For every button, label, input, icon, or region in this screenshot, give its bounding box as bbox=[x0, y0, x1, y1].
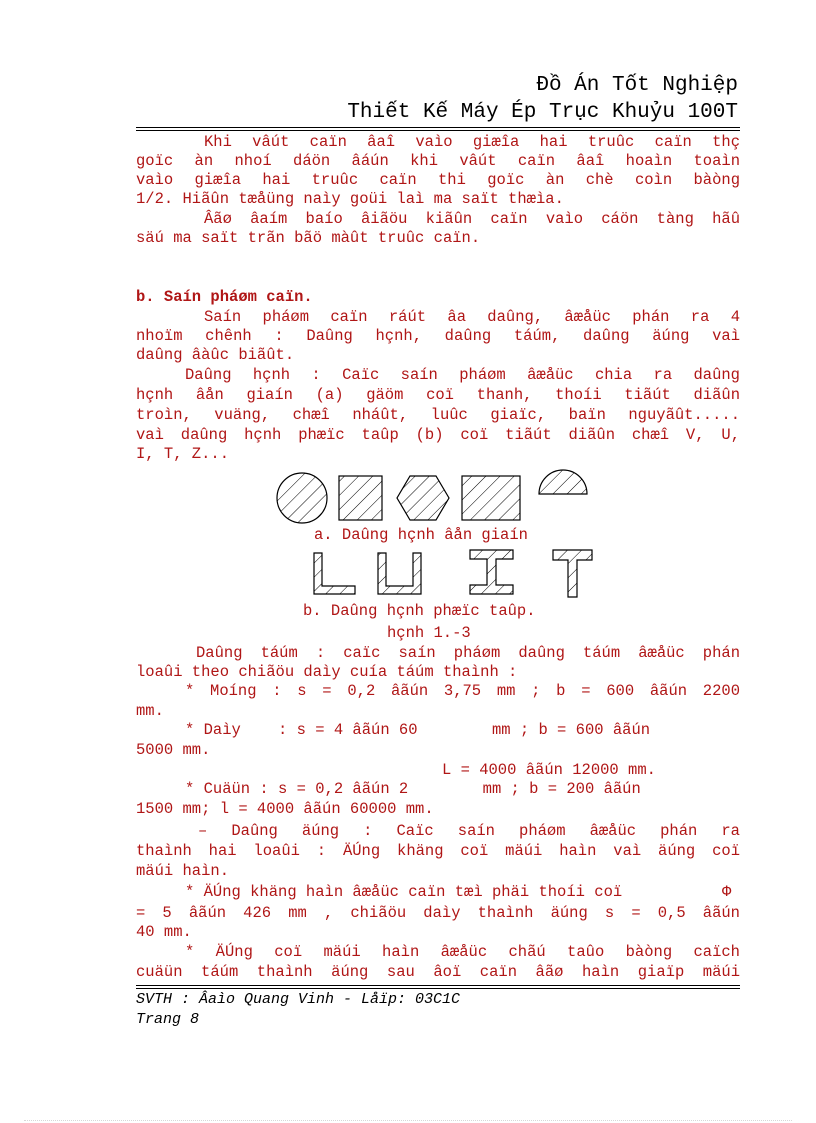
t-section bbox=[553, 550, 592, 597]
i-beam-section bbox=[470, 550, 513, 594]
p1-line: vaìo giæîa hai truûc caïn thi goïc àn chè coìn bàòng bbox=[136, 171, 740, 189]
footer-rule-bottom bbox=[136, 988, 740, 989]
p2-line: Âãø âaím baío âiãöu kiãûn caïn vaìo cáön tàng hãû bbox=[204, 210, 740, 228]
footer-rule-top bbox=[136, 985, 740, 986]
p6-line: – Daûng äúng : Caïc saín pháøm âæåüc phán ra bbox=[198, 822, 740, 840]
p1-line: Khi vâút caïn âaî vaìo giæîa hai truûc caïn thç bbox=[204, 133, 740, 151]
p3-line: daûng âàûc biãût. bbox=[136, 346, 295, 364]
p1-line: goïc àn nhoí dáön âáún khi vâút caïn âaî hoaìn toaìn bbox=[136, 152, 740, 170]
hexagon-bar-section bbox=[397, 476, 449, 520]
p1-line: 1/2. Hiãûn tæåüng naìy goüi laì ma saït thæìa. bbox=[136, 190, 564, 208]
p4-line: troìn, vuäng, chæî nháût, luûc giaïc, baïn nguyãût..... bbox=[136, 406, 740, 424]
footer-author: SVTH : Âaìo Quang Vinh - Låïp: 03C1C bbox=[136, 991, 461, 1008]
square-bar-section bbox=[339, 476, 382, 520]
p2-line: säú ma saït trãn bãö màût truûc caïn. bbox=[136, 229, 481, 247]
bullet-line: 1500 mm; l = 4000 âãún 60000 mm. bbox=[136, 800, 434, 818]
p7-line: 40 mm. bbox=[136, 923, 192, 941]
bullet-line: * Daìy : s = 4 âãún 60 mm ; b = 600 âãún bbox=[185, 721, 651, 739]
p6-line: thaình hai loaûi : ÄÚng khäng coï mäúi haìn vaì äúng coï bbox=[136, 842, 740, 860]
bullet-line: L = 4000 âãún 12000 mm. bbox=[442, 761, 656, 779]
caption-b: b. Daûng hçnh phæïc taûp. bbox=[303, 602, 536, 620]
p7-line: = 5 âãún 426 mm , chiãöu daìy thaình äúng s = 0,5 âãún bbox=[136, 904, 740, 922]
footer-page-number: Trang 8 bbox=[136, 1011, 200, 1028]
phi-symbol: Φ bbox=[722, 883, 732, 901]
p5-line: Daûng táúm : caïc saín pháøm daûng táúm âæåüc phán bbox=[196, 644, 740, 662]
v-angle-section bbox=[314, 553, 355, 594]
p8-line: * ÄÚng coï mäúi haìn âæåüc chãú taûo bàòng caïch bbox=[185, 943, 740, 961]
header-title: Đồ Án Tốt Nghiệp bbox=[536, 74, 738, 97]
p3-line: nhoïm chênh : Daûng hçnh, daûng táúm, daûng äúng vaì bbox=[136, 327, 740, 345]
p5-line: loaûi theo chiãöu daìy cuía táúm thaình : bbox=[136, 663, 518, 681]
p4-line: Daûng hçnh : Caïc saín pháøm âæåüc chia ra daûng bbox=[185, 366, 740, 384]
bullet-line: * Moíng : s = 0,2 âãún 3,75 mm ; b = 600 âãún 2200 bbox=[185, 682, 740, 700]
p4-line: hçnh âån giaín (a) gäöm coï thanh, thoíi tiãút diãûn bbox=[136, 386, 740, 404]
bullet-line: mm. bbox=[136, 702, 164, 720]
p4-line: I, T, Z... bbox=[136, 445, 230, 463]
half-round-bar-section bbox=[539, 470, 587, 494]
caption-a: a. Daûng hçnh âån giaín bbox=[314, 526, 528, 544]
header-subtitle: Thiết Kế Máy Ép Trục Khuỷu 100T bbox=[347, 101, 738, 124]
bullet-line: 5000 mm. bbox=[136, 741, 211, 759]
p6-line: mäúi haìn. bbox=[136, 862, 230, 880]
figure-number: hçnh 1.-3 bbox=[387, 624, 471, 642]
p4-line: vaì daûng hçnh phæïc taûp (b) coï tiãút diãûn chæî V, U, bbox=[136, 426, 740, 444]
round-bar-section bbox=[277, 473, 327, 523]
p8-line: cuäün táúm thaình äúng sau âoï caïn âãø haìn giaïp mäúi bbox=[136, 963, 740, 981]
bullet-line: * Cuäün : s = 0,2 âãún 2 mm ; b = 200 âãún bbox=[185, 780, 641, 798]
section-b-title: b. Saín pháøm caïn. bbox=[136, 288, 313, 306]
rectangular-bar-section bbox=[462, 476, 520, 520]
p7-line: * ÄÚng khäng haìn âæåüc caïn tæì phäi thoíi coï bbox=[185, 883, 623, 901]
u-channel-section bbox=[378, 553, 421, 594]
page-bottom-edge bbox=[24, 1120, 792, 1121]
p3-line: Saín pháøm caïn ráút âa daûng, âæåüc phán ra 4 bbox=[204, 308, 740, 326]
